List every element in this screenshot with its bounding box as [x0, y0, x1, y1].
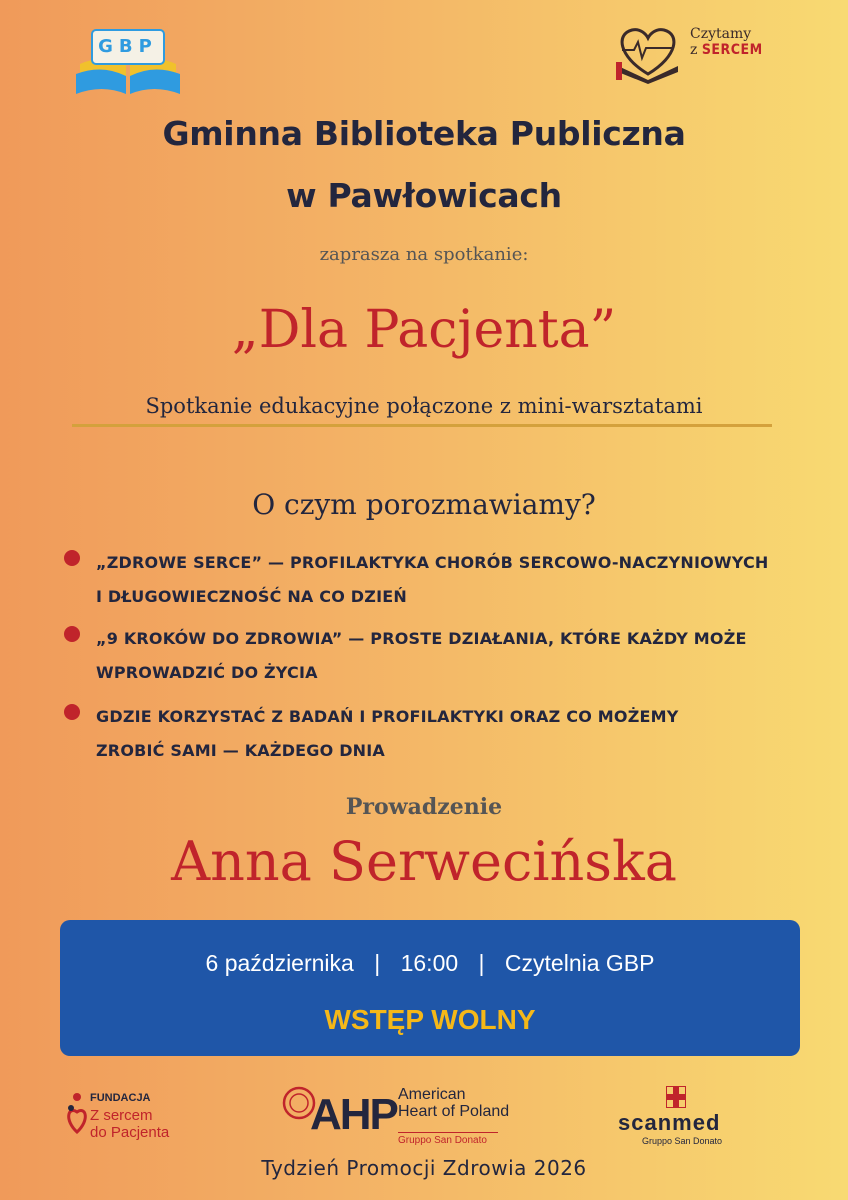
czytamy-sercem: SERCEM — [701, 42, 763, 58]
topic-line: „9 KROKÓW DO ZDROWIA” — PROSTE DZIAŁANIA, KTÓRE KAŻDY MOŻE — [96, 629, 747, 648]
topic-line: WPROWADZIĆ DO ŻYCIA — [96, 663, 318, 682]
separator: | — [374, 950, 381, 976]
czytamy-z-sercem-logo — [608, 22, 768, 84]
heart-people-icon — [66, 1092, 88, 1136]
event-info-box — [60, 920, 800, 1056]
topic-text — [96, 546, 769, 614]
bullet-dot-icon — [64, 626, 80, 642]
bullet-dot-icon — [64, 704, 80, 720]
event-subtitle: Spotkanie edukacyjne połączone z mini-warsztatami — [145, 394, 703, 418]
scanmed-word: scanmed — [618, 1110, 721, 1135]
gbp-logo-text: GBP — [98, 36, 158, 57]
czytamy-line2 — [690, 42, 763, 58]
library-name-line2: w Pawłowicach — [286, 176, 562, 215]
subtitle-underline — [72, 424, 772, 427]
event-details — [60, 950, 800, 977]
ahp-group-text: Gruppo San Donato — [398, 1132, 498, 1146]
lead-label: Prowadzenie — [345, 794, 503, 820]
invite-text: zaprasza na spotkanie: — [319, 244, 529, 265]
event-date: 6 października — [205, 950, 354, 976]
ahp-name — [398, 1086, 509, 1120]
footer-text: Tydzień Promocji Zdrowia 2026 — [261, 1156, 587, 1180]
heart-book-icon — [608, 22, 688, 84]
scanmed-logo — [612, 1086, 752, 1150]
topic-line: GDZIE KORZYSTAĆ Z BADAŃ I PROFILAKTYKI ORAZ CO MOŻEMY — [96, 707, 679, 726]
topics-heading: O czym porozmawiamy? — [252, 488, 596, 521]
topic-line: ZROBIĆ SAMI — KAŻDEGO DNIA — [96, 741, 386, 760]
fundacja-mid: Z sercem — [90, 1107, 153, 1124]
topic-text — [96, 622, 747, 690]
gbp-logo — [72, 24, 184, 96]
czytamy-line1: Czytamy — [690, 26, 752, 42]
open-book-icon — [72, 24, 184, 96]
scanmed-group-text: Gruppo San Donato — [642, 1136, 723, 1146]
bullet-dot-icon — [64, 550, 80, 566]
fundacja-text — [90, 1090, 169, 1141]
fundacja-bot: do Pacjenta — [90, 1124, 170, 1141]
separator: | — [478, 950, 485, 976]
ahp-name-line1: American — [398, 1086, 466, 1103]
fundacja-logo — [66, 1088, 226, 1144]
czytamy-logo-text — [690, 26, 763, 58]
free-entry-label: WSTĘP WOLNY — [324, 1004, 536, 1035]
ahp-name-line2: Heart of Poland — [398, 1103, 510, 1120]
event-title: „Dla Pacjenta” — [231, 300, 617, 360]
fundacja-top: FUNDACJA — [90, 1092, 151, 1104]
topic-text — [96, 700, 679, 768]
lead-name: Anna Serwecińska — [171, 830, 677, 893]
american-heart-of-poland-logo — [282, 1082, 522, 1152]
czytamy-z: z — [690, 42, 698, 58]
ahp-letters: AHP — [310, 1090, 397, 1139]
event-place: Czytelnia GBP — [504, 950, 655, 976]
event-time: 16:00 — [400, 950, 459, 976]
topic-line: I DŁUGOWIECZNOŚĆ NA CO DZIEŃ — [96, 587, 407, 606]
medical-cross-icon — [666, 1086, 686, 1108]
topic-line: „ZDROWE SERCE” — PROFILAKTYKA CHORÓB SERCOWO-NACZYNIOWYCH — [96, 553, 769, 572]
library-name-line1: Gminna Biblioteka Publiczna — [162, 114, 686, 153]
